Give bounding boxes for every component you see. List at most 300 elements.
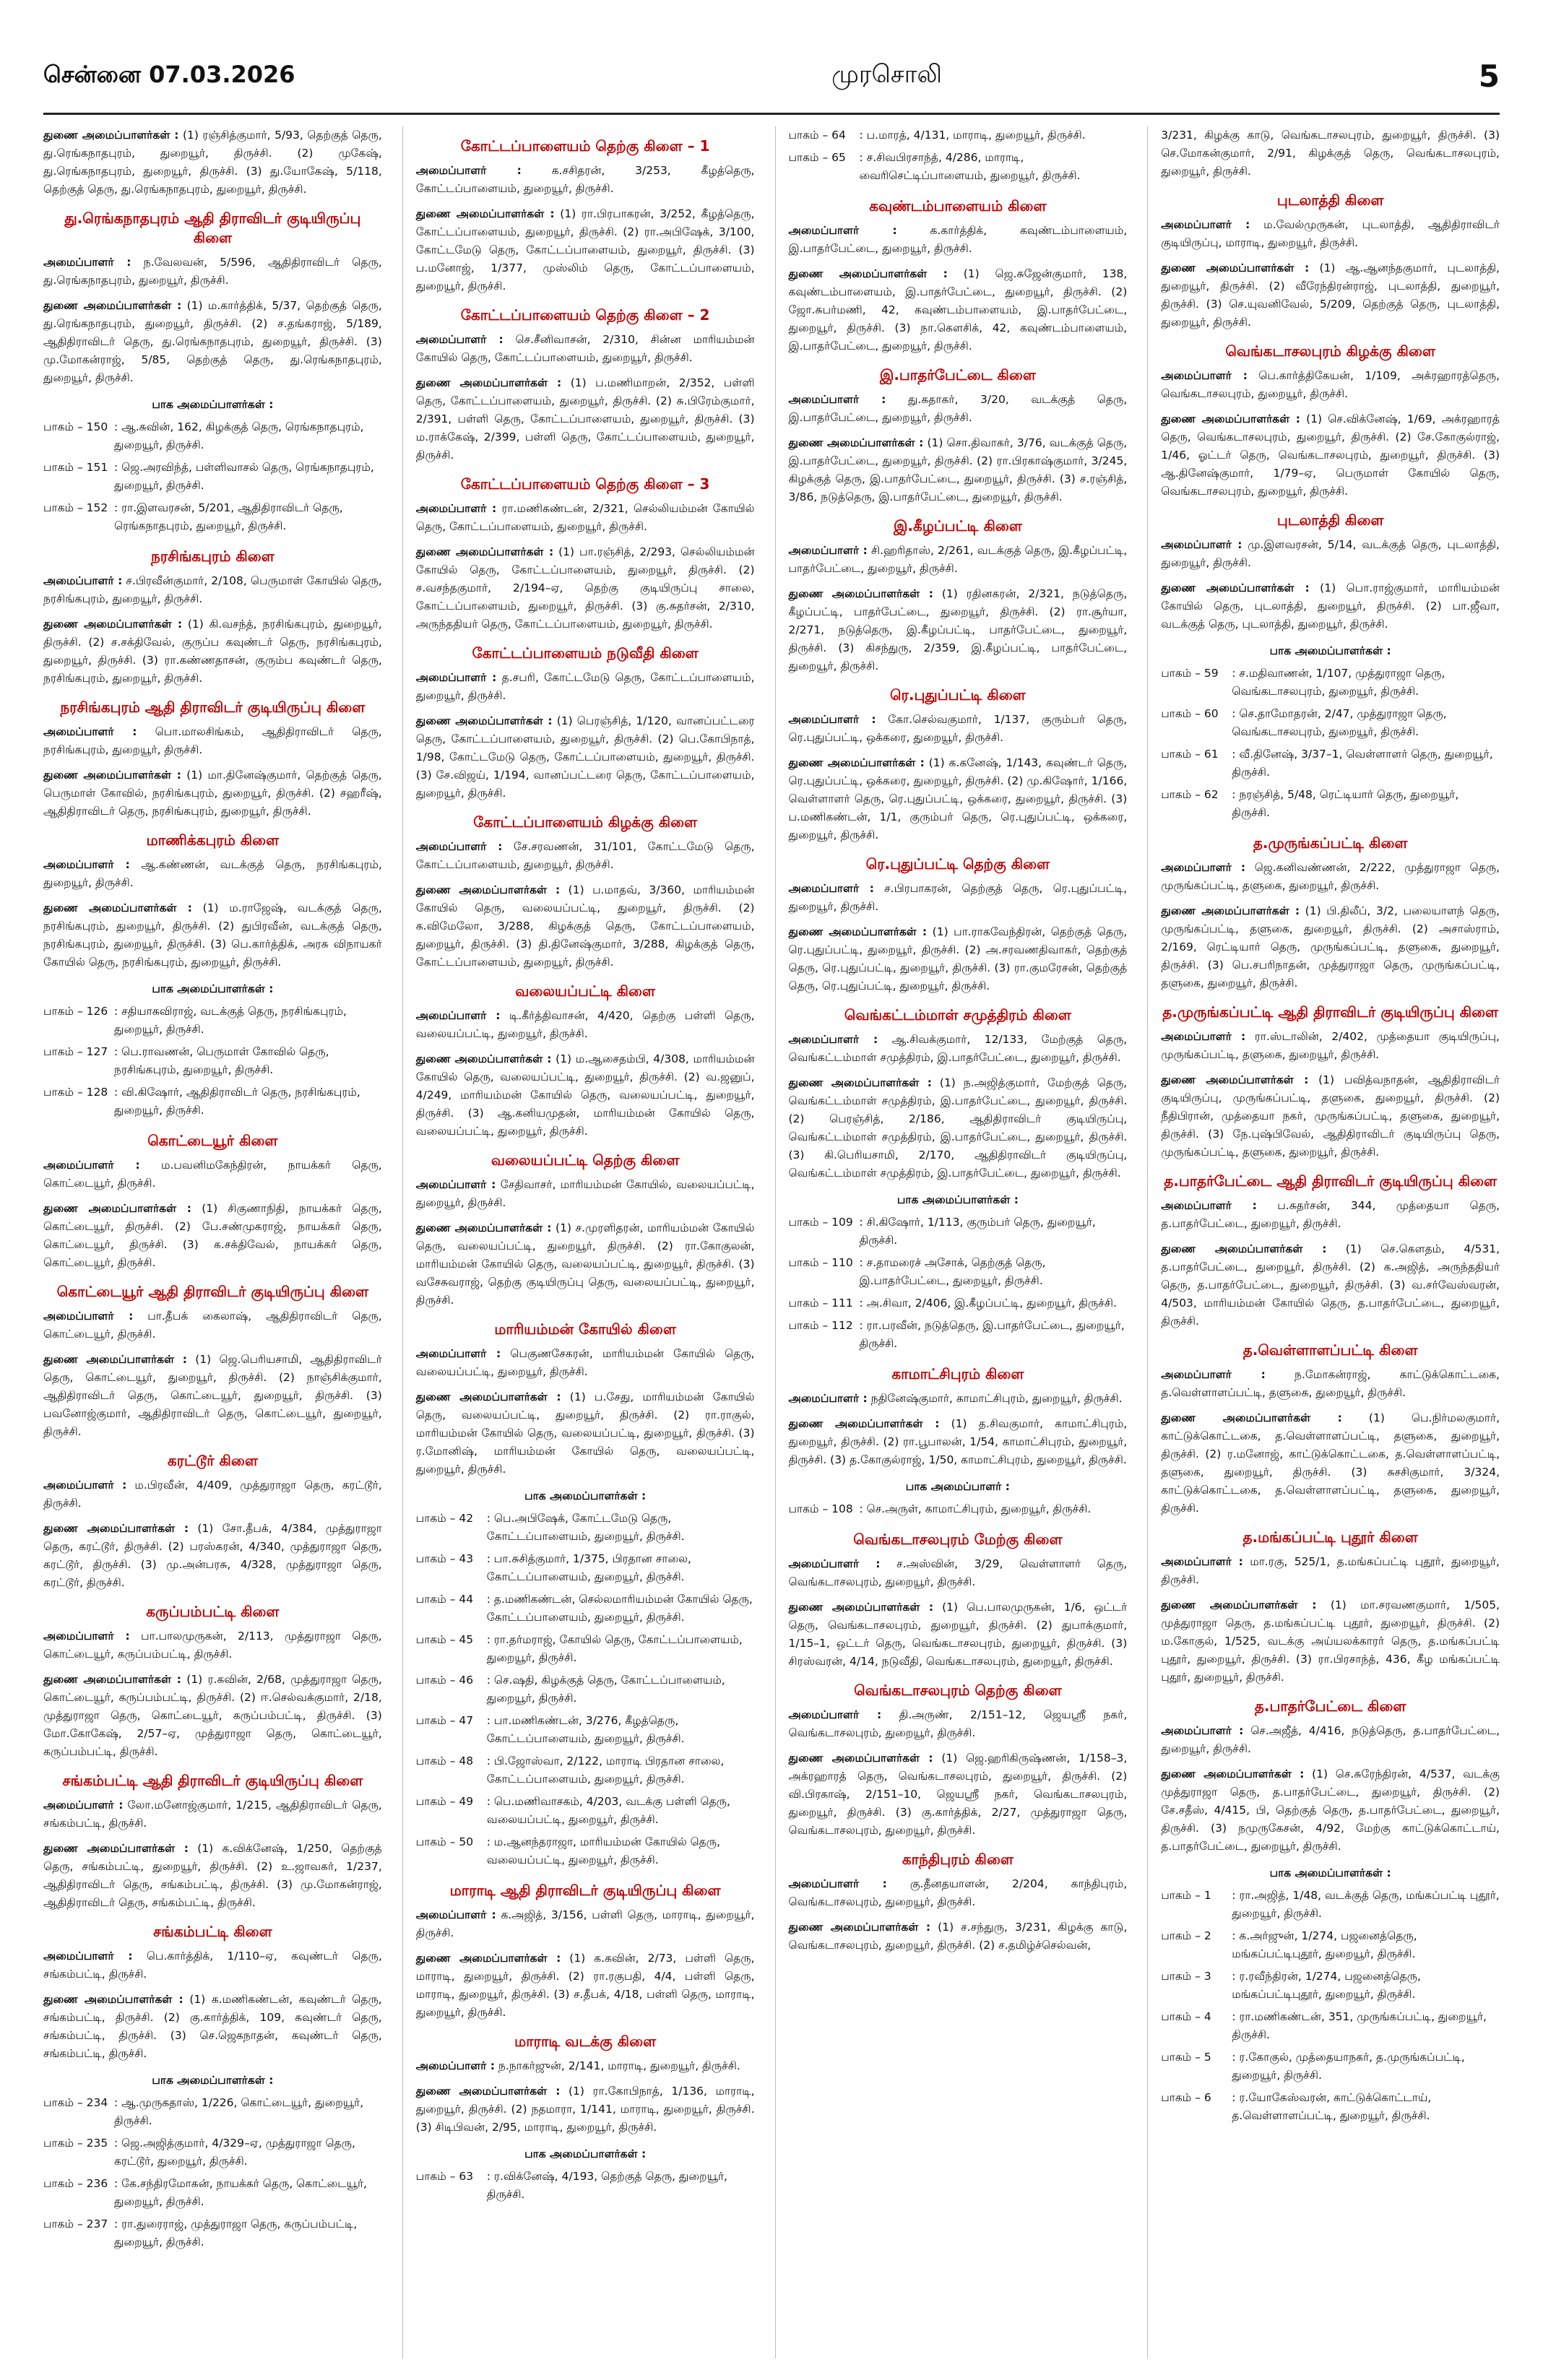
appointment-entry: [416, 500, 755, 536]
role-label: அமைப்பாளர் :: [43, 858, 130, 871]
appointment-entry: [416, 1906, 755, 1942]
booth-member: : ச.தாமரைச் அசோக், தெற்குத் தெரு, இ.பாதர்பேட்டை, துறையூர், திருச்சி.: [859, 1256, 1046, 1287]
appointment-entry: [416, 1345, 755, 1381]
booth-list-title: பாக அமைப்பாளர்கள் :: [1269, 644, 1391, 657]
role-label: துணை அமைப்பாளர்கள் :: [415, 376, 562, 389]
booth-row: [416, 1550, 755, 1586]
entry-text: (1) ஜெ.பெரியசாமி, ஆதிதிராவிடர் தெரு, கொட்டையூர், துறையூர், திருச்சி. (2) நாஞ்சிக்குமார், ஆதிதிராவிடர் தெரு, கொட்டையூர், துறையூர், திருச்சி. (3) பவனோஜ்குமார், ஆதிதிராவிடர் தெரு, கொட்டையூர், துறையூர், திருச்சி.: [43, 1353, 382, 1438]
booth-row: [43, 2215, 382, 2251]
entry-text: டி.கீர்த்திவாசன், 4/420, தெற்கு பள்ளி தெரு, வலையப்பட்டி, துறையூர், திருச்சி.: [415, 1009, 755, 1040]
entry-text: க.அஜித், 3/156, பள்ளி தெரு, மாராடி, துறையூர், திருச்சி.: [415, 1908, 755, 1939]
booth-member: : செ.ஷதி, கிழக்குத் தெரு, கோட்டப்பாளையம், துறையூர், திருச்சி.: [486, 1674, 725, 1705]
section-heading: மாரியம்மன் கோயில் கிளை: [494, 1320, 676, 1338]
appointment-entry: [416, 543, 755, 633]
section-heading: கருப்பம்பட்டி கிளை: [146, 1603, 280, 1620]
role-label: அமைப்பாளர் :: [788, 224, 897, 237]
role-label: துணை அமைப்பாளர்கள் :: [415, 1052, 552, 1065]
role-label: துணை அமைப்பாளர்கள் :: [415, 1952, 561, 1965]
appointment-entry: [416, 881, 755, 972]
booth-number: பாகம் – 110: [788, 1256, 853, 1269]
booth-list-title: பாக அமைப்பாளர்கள் :: [152, 982, 274, 995]
section-heading: கோட்டப்பாளையம் தெற்கு கிளை – 2: [460, 306, 710, 324]
appointment-entry: [43, 1947, 382, 1983]
booth-number: பாகம் – 237: [43, 2217, 108, 2230]
appointment-entry: [43, 572, 382, 608]
section-heading: இ.பாதர்பேட்டை கிளை: [879, 366, 1036, 384]
role-label: துணை அமைப்பாளர்கள் :: [43, 618, 183, 631]
booth-list-title: பாக அமைப்பாளர்கள் :: [524, 2147, 647, 2160]
booth-number: பாகம் – 46: [415, 1674, 474, 1687]
role-label: அமைப்பாளர் :: [43, 1630, 130, 1643]
booth-row: [1161, 1887, 1500, 1923]
entry-text: து.கதாகர், 3/20, வடக்குத் தெரு, இ.பாதர்பேட்டை, துறையூர், திருச்சி.: [788, 393, 1128, 424]
booth-member: : செ.அருள், காமாட்சிபுரம், துறையூர், திருச்சி.: [859, 1502, 1092, 1515]
booth-list: [43, 2072, 382, 2251]
booth-number: பாகம் – 152: [43, 501, 108, 514]
role-label: துணை அமைப்பாளர்கள் :: [43, 769, 181, 782]
entry-text: (1) கி.வசந்த், நரசிங்கபுரம், துறையூர், திருச்சி. (2) ச.சக்திவேல், குருப்ப கவுண்டர் தெரு, நரசிங்கபுரம், துறையூர், திருச்சி. (3) ரா.கண்ணதாசன், குரும்ப கவுண்டர் தெரு, நரசிங்கபுரம், துறையூர், திருச்சி.: [43, 618, 382, 685]
booth-number: பாகம் – 59: [1161, 667, 1219, 680]
appointment-entry: [43, 1351, 382, 1441]
booth-row: [43, 499, 382, 535]
appointment-entry: [1161, 1028, 1500, 1064]
booth-number: பாகம் – 108: [788, 1502, 853, 1515]
role-label: அமைப்பாளர் :: [1161, 861, 1246, 874]
booth-number: பாகம் – 127: [43, 1045, 108, 1058]
booth-list: [43, 980, 382, 1120]
appointment-entry: [789, 1555, 1128, 1591]
role-label: அமைப்பாளர் :: [1161, 1724, 1244, 1737]
appointment-entry: [1161, 1240, 1500, 1330]
booth-member: : க.அர்ஜுன், 1/274, பஜனைத்தெரு, மங்கப்பட்டிபுதூர், துறையூர், திருச்சி.: [1232, 1929, 1417, 1960]
appointment-entry: [1161, 126, 1500, 181]
role-label: துணை அமைப்பாளர்கள் :: [43, 299, 182, 312]
appointment-entry: [789, 1074, 1128, 1182]
booth-number: பாகம் – 234: [43, 2096, 108, 2109]
role-label: அமைப்பாளர் :: [415, 1009, 501, 1022]
masthead: [43, 51, 1500, 101]
booth-list: [1161, 1864, 1500, 2125]
booth-row: [1161, 1968, 1500, 2004]
booth-member: : ரா.துரைராஜ், முத்துராஜா தெரு, கருப்பம்பட்டி, துறையூர், திருச்சி.: [114, 2217, 358, 2249]
role-label: துணை அமைப்பாளர்கள் :: [415, 714, 553, 727]
appointment-entry: [1161, 216, 1500, 252]
appointment-entry: [1161, 1366, 1500, 1402]
appointment-entry: [1161, 536, 1500, 572]
role-label: அமைப்பாளர் :: [788, 1033, 878, 1046]
booth-number: பாகம் – 62: [1161, 788, 1219, 801]
booth-row: [789, 1500, 1128, 1518]
booth-member: : ச.மதிவாணன், 1/107, முத்துராஜா தெரு, வெங்கடாசலபுரம், துறையூர், திருச்சி.: [1232, 667, 1445, 698]
appointment-entry: [416, 1388, 755, 1479]
column-3: [775, 126, 1128, 2358]
role-label: அமைப்பாளர் :: [43, 1950, 133, 1963]
booth-number: பாகம் – 64: [788, 129, 846, 142]
appointment-entry: [789, 434, 1128, 506]
appointment-entry: [43, 1671, 382, 1761]
appointment-entry: [1161, 1765, 1500, 1856]
booth-member: : ஆ.முருகதாஸ், 1/226, கொட்டையூர், துறையூர், திருச்சி.: [114, 2096, 364, 2127]
entry-text: த.சபரி, கோட்டமேடு தெரு, கோட்டப்பாளையம், துறையூர், திருச்சி.: [415, 671, 755, 702]
booth-number: பாகம் – 235: [43, 2137, 108, 2150]
section-heading: வெங்கடாசலபுரம் தெற்கு கிளை: [854, 1682, 1062, 1699]
booth-number: பாகம் – 2: [1161, 1929, 1211, 1942]
entry-text: நதினேஷ்குமார், காமாட்சிபுரம், துறையூர், திருச்சி.: [870, 1392, 1123, 1405]
role-label: அமைப்பாளர் :: [788, 1392, 868, 1405]
booth-list-title: பாக அமைப்பாளர்கள் :: [896, 1193, 1019, 1206]
role-label: அமைப்பாளர் :: [1161, 538, 1242, 551]
role-label: அமைப்பாளர் :: [415, 1178, 496, 1191]
appointment-entry: [43, 254, 382, 290]
booth-row: [789, 1254, 1128, 1290]
appointment-entry: [43, 899, 382, 972]
role-label: அமைப்பாளர் :: [788, 713, 876, 726]
entry-text: (1) மா.தினேஷ்குமார், தெற்குத் தெரு, பெருமாள் கோவில், நரசிங்கபுரம், துறையூர், திருச்சி. (2) சஹரீஷ், ஆதிதிராவிடர் தெரு, நரசிங்கபுரம், துறையூர், திருச்சி.: [43, 769, 382, 818]
booth-member: : ச.சிவபிரசாந்த், 4/286, மாராடி, வைரிசெட்டிப்பாளையம், துறையூர், திருச்சி.: [859, 151, 1081, 182]
booth-number: பாகம் – 61: [1161, 748, 1219, 761]
role-label: துணை அமைப்பாளர்கள் :: [1161, 904, 1300, 917]
section-heading: த.முருங்கப்பட்டி ஆதி திராவிடர் குடியிருப்பு கிளை: [1162, 1003, 1499, 1021]
role-label: அமைப்பாளர் :: [1161, 1368, 1266, 1381]
booth-list-title: பாக அமைப்பாளர்கள் :: [152, 2074, 274, 2087]
role-label: அமைப்பாளர் :: [1161, 1555, 1243, 1568]
booth-member: : செ.தாமோதரன், 2/47, முத்துராஜா தெரு, வெங்கடாசலபுரம், துறையூர், திருச்சி.: [1232, 707, 1447, 738]
entry-text: கோ.செல்வகுமார், 1/137, குரும்பர் தெரு, ரெ.புதுப்பட்டி, ஒக்கரை, துறையூர், திருச்சி.: [788, 713, 1128, 744]
booth-number: பாகம் – 1: [1161, 1889, 1211, 1902]
section-heading: கரட்டூர் கிளை: [167, 1452, 258, 1469]
booth-row: [43, 1043, 382, 1079]
booth-row: [43, 1003, 382, 1039]
appointment-entry: [1161, 259, 1500, 332]
appointment-entry: [1161, 1722, 1500, 1758]
appointment-entry: [789, 754, 1128, 844]
booth-member: : ர.விக்னேஷ், 4/193, தெற்குத் தெரு, துறையூர், திருச்சி.: [486, 2170, 727, 2201]
role-label: அமைப்பாளர் :: [43, 574, 123, 587]
section-heading: கொட்டையூர் ஆதி திராவிடர் குடியிருப்பு கிளை: [56, 1283, 369, 1300]
section-heading: காமாட்சிபுரம் கிளை: [891, 1365, 1024, 1382]
role-label: துணை அமைப்பாளர்கள் :: [415, 207, 555, 220]
entry-text: ச.அஸ்வின், 3/29, வெள்ளாளர் தெரு, வெங்கடாசலபுரம், துறையூர், திருச்சி.: [788, 1557, 1128, 1588]
booth-row: [416, 1712, 755, 1748]
booth-row: [416, 1631, 755, 1667]
entry-text: ந.நாகர்ஜுன், 2/141, மாராடி, துறையூர், திருச்சி.: [498, 2059, 740, 2072]
booth-row: [1161, 786, 1500, 822]
appointment-entry: [416, 669, 755, 705]
role-label: அமைப்பாளர் :: [415, 671, 497, 684]
entry-text: (1) ப.சேது, மாரியம்மன் கோயில் தெரு, வலையப்பட்டி, துறையூர், திருச்சி. (2) ரா.ராகுல், மாரியம்மன் கோயில் தெரு, வலையப்பட்டி, துறையூர், திருச்சி. (3) ர.மோனிஷ், மாரியம்மன் கோயில் தெரு, வலையப்பட்டி, துறையூர், திருச்சி.: [415, 1390, 755, 1476]
booth-member: : ம.ஆனந்தராஜா, மாரியம்மன் கோயில் தெரு, வலையப்பட்டி, துறையூர், திருச்சி.: [486, 1835, 721, 1866]
appointment-entry: [416, 162, 755, 198]
role-label: துணை அமைப்பாளர்கள் :: [1161, 1411, 1342, 1424]
booth-number: பாகம் – 47: [415, 1714, 474, 1727]
appointment-entry: [416, 2082, 755, 2137]
appointment-entry: [789, 1918, 1128, 1955]
section-heading: து.ரெங்கநாதபுரம் ஆதி திராவிடர் குடியிருப்பு கிளை: [64, 209, 361, 246]
appointment-entry: [43, 1991, 382, 2063]
role-label: துணை அமைப்பாளர்கள் :: [788, 1076, 932, 1089]
role-label: அமைப்பாளர் :: [43, 725, 137, 738]
appointment-entry: [416, 1950, 755, 2022]
role-label: அமைப்பாளர் :: [1161, 369, 1248, 382]
booth-member: : வி.கிஷோர், ஆதிதிராவிடர் தெரு, நரசிங்கபுரம், துறையூர், திருச்சி.: [114, 1086, 360, 1117]
booth-number: பாகம் – 151: [43, 461, 108, 474]
appointment-entry: [416, 2057, 755, 2075]
appointment-entry: [789, 1875, 1128, 1911]
appointment-entry: [43, 766, 382, 821]
section-heading: கோட்டப்பாளையம் தெற்கு கிளை – 1: [460, 137, 710, 155]
entry-text: (1) ஆ.ஆனந்தகுமார், புடலாத்தி, துறையூர், திருச்சி. (2) வீரேந்திரன்ராஜ், புடலாத்தி, துறையூர், திருச்சி. (3) செ.யுவனிவேல், 5/209, தெற்குத் தெரு, புடலாத்தி, துறையூர், திருச்சி.: [1161, 261, 1500, 329]
booth-list-title: பாக அமைப்பாளர்கள் :: [524, 1489, 647, 1502]
entry-text: ம.பிரவீன், 4/409, முத்துராஜா தெரு, கரட்டூர், திருச்சி.: [43, 1479, 382, 1510]
entry-text: (1) க.கவின், 2/73, பள்ளி தெரு, மாராடி, துறையூர், திருச்சி. (2) ரா.ரகுபதி, 4/4, பள்ளி தெரு, மாராடி, துறையூர், திருச்சி. (3) ச.தீபக், 4/18, பள்ளி தெரு, மாராடி, துறையூர், திருச்சி.: [415, 1952, 755, 2019]
entry-text: செ.சீனிவாசன், 2/310, சின்ன மாரியம்மன் கோயில் தெரு, கோட்டப்பாளையம், துறையூர், திருச்சி.: [415, 333, 755, 364]
appointment-entry: [789, 585, 1128, 675]
booth-row: [789, 126, 1128, 144]
entry-text: (1) பெரஞ்சித், 1/120, வானப்பட்டரை தெரு, கோட்டப்பாளையம், துறையூர், திருச்சி. (2) பெ.கோபிநாத், 1/98, கோட்டமேடு தெரு, கோட்டப்பாளையம், துறையூர், திருச்சி. (3) சே.விஜய், 1/194, வானப்பட்டரை தெரு, கோட்டப்பாளையம், துறையூர், திருச்சி.: [415, 714, 755, 800]
appointment-entry: [43, 1156, 382, 1193]
section-heading: கோட்டப்பாளையம் கிழக்கு கிளை: [473, 813, 698, 831]
booth-number: பாகம் – 48: [415, 1754, 474, 1767]
booth-member: : பா.சுசித்குமார், 1/375, பிரதான சாலை, கோட்டப்பாளையம், துறையூர், திருச்சி.: [486, 1552, 691, 1583]
booth-member: : ர.ரவீந்திரன், 1/274, பஜனைத்தெரு, மங்கப்பட்டிபுதூர், துறையூர், திருச்சி.: [1232, 1970, 1421, 2001]
role-label: அமைப்பாளர் :: [43, 1310, 134, 1323]
section-heading: கோட்டப்பாளையம் நடுவீதி கிளை: [472, 644, 699, 662]
appointment-entry: [43, 1200, 382, 1272]
appointment-entry: [1161, 859, 1500, 895]
booth-row: [416, 1671, 755, 1708]
section-heading: வலையப்பட்டி தெற்கு கிளை: [490, 1151, 680, 1169]
role-label: துணை அமைப்பாளர்கள் :: [43, 1202, 191, 1215]
role-label: அமைப்பாளர் :: [415, 164, 522, 177]
booth-row: [43, 418, 382, 454]
appointment-entry: [789, 391, 1128, 427]
booth-number: பாகம் – 128: [43, 1086, 108, 1099]
role-label: துணை அமைப்பாளர்கள் :: [415, 2085, 561, 2098]
role-label: அமைப்பாளர் :: [788, 393, 886, 406]
appointment-entry: [416, 712, 755, 802]
appointment-entry: [416, 1176, 755, 1212]
role-label: துணை அமைப்பாளர்கள் :: [415, 545, 554, 558]
booth-member: : வீ.தினேஷ், 3/37–1, வெள்ளாளர் தெரு, துறையூர், திருச்சி.: [1232, 748, 1493, 779]
booth-row: [1161, 705, 1500, 741]
booth-number: பாகம் – 109: [788, 1216, 853, 1229]
role-label: துணை அமைப்பாளர்கள் :: [1161, 261, 1310, 274]
section-heading: மாணிக்கபுரம் கிளை: [146, 831, 280, 849]
appointment-entry: [789, 265, 1128, 355]
role-label: அமைப்பாளர் :: [1161, 1030, 1246, 1043]
appointment-entry: [43, 723, 382, 759]
role-label: அமைப்பாளர் :: [43, 1799, 124, 1812]
section-heading: த.பாதர்பேட்டை கிளை: [1254, 1697, 1406, 1715]
booth-number: பாகம் – 42: [415, 1512, 474, 1525]
booth-member: : ரா.இளவரசன், 5/201, ஆதிதிராவிடர் தெரு, ரெங்கநாதபுரம், துறையூர், திருச்சி.: [114, 501, 343, 532]
section-heading: சங்கம்பட்டி கிளை: [153, 1923, 272, 1940]
entry-text: (1) ர.கவின், 2/68, முத்துராஜா தெரு, கொட்டையூர், கருப்பம்பட்டி, திருச்சி. (2) ஈ.செல்வக்குமார், 2/18, முத்துராஜா தெரு, கொட்டையூர், கருப்பம்பட்டி, திருச்சி. (3) மோ.கோகேஷ், 2/57–ஏ, முத்துராஜா தெரு, கொட்டையூர், கருப்பம்பட்டி, திருச்சி.: [43, 1673, 382, 1758]
booth-number: பாகம் – 60: [1161, 707, 1219, 720]
entry-text: (1) பெ.நிர்மலகுமார், காட்டுக்கொட்டகை, த.வெள்ளாளப்பட்டி, தளுகை, துறையூர், திருச்சி. (2) ர.மனோஜ், காட்டுக்கொட்டகை, த.வெள்ளாளப்பட்டி, தளுகை, துறையூர், திருச்சி. (3) சுசசிகுமார், 3/324, காட்டுக்கொட்டகை, த.வெள்ளாளப்பட்டி, தளுகை, துறையூர், திருச்சி.: [1161, 1411, 1500, 1515]
booth-member: : சி.கிஷோர், 1/113, குரும்பர் தெரு, துறையூர், திருச்சி.: [859, 1216, 1096, 1247]
entry-text: (1) சொ.திவாகர், 3/76, வடக்குத் தெரு, இ.பாதர்பேட்டை, துறையூர், திருச்சி. (2) ரா.பிரகாஷ்குமார், 3/245, கிழக்குத் தெரு, இ.பாதர்பேட்டை, துறையூர், திருச்சி. (3) ச.ரஞ்சித், 3/86, நடுத்தெரு, இ.பாதர்பேட்டை, துறையூர், திருச்சி.: [788, 436, 1128, 503]
booth-list: [1161, 642, 1500, 822]
booth-row: [1161, 745, 1500, 782]
role-label: அமைப்பாளர் :: [43, 1479, 127, 1492]
appointment-entry: [43, 615, 382, 688]
role-label: துணை அமைப்பாளர்கள் :: [1161, 1242, 1327, 1255]
entry-text: ஆ.சிவக்குமார், 12/133, மேற்குத் தெரு, வெங்கட்டம்மாள் சமுத்திரம், இ.பாதர்பேட்டை, துறையூர், திருச்சி.: [788, 1033, 1128, 1064]
booth-number: பாகம் – 6: [1161, 2091, 1211, 2104]
entry-text: சே.சரவணன், 31/101, கோட்டமேடு தெரு, கோட்டப்பாளையம், துறையூர், திருச்சி.: [415, 840, 755, 871]
entry-text: (1) பொ.ராஜ்குமார், மாரியம்மன் கோயில் தெரு, புடலாத்தி, துறையூர், திருச்சி. (2) பா.ஜீவா, வடக்குத் தெரு, புடலாத்தி, துறையூர், திருச்சி.: [1161, 581, 1500, 631]
appointment-entry: [43, 1796, 382, 1832]
entry-text: சேதிவாசர், மாரியம்மன் கோயில், வலையப்பட்டி, துறையூர், திருச்சி.: [415, 1178, 755, 1209]
entry-text: (1) ம.கார்த்திக், 5/37, தெற்குத் தெரு, து.ரெங்கநாதபுரம், துறையூர், திருச்சி. (2) ச.தங்கராஜ், 5/189, ஆதிதிராவிடர் தெரு, து.ரெங்கநாதபுரம், துறையூர், திருச்சி. (3) மு.மோகன்ராஜ், 5/85, தெற்குத் தெரு, து.ரெங்கநாதபுரம், துறையூர், திருச்சி.: [43, 299, 382, 384]
appointment-entry: [416, 1050, 755, 1141]
entry-text: மா.ரகு, 525/1, த.மங்கப்பட்டி புதூர், துறையூர், திருச்சி.: [1161, 1555, 1500, 1586]
role-label: துணை அமைப்பாளர்கள் :: [43, 129, 179, 142]
booth-number: பாகம் – 44: [415, 1593, 474, 1606]
booth-row: [1161, 2048, 1500, 2085]
edition-date: சென்னை 07.03.2026: [43, 61, 295, 88]
booth-member: : கே.சந்திரமோகன், நாயக்கர் தெரு, கொட்டையூர், துறையூர், திருச்சி.: [114, 2177, 367, 2208]
booth-member: : ஆ.சுவின், 162, கிழக்குத் தெரு, ரெங்கநாதபுரம், துறையூர், திருச்சி.: [114, 420, 364, 451]
role-label: அமைப்பாளர் :: [43, 256, 131, 269]
role-label: அமைப்பாளர் :: [415, 333, 503, 346]
entry-text: செ.அஜீத், 4/416, நடுத்தெரு, த.பாதர்பேட்டை, துறையூர், திருச்சி.: [1161, 1724, 1500, 1755]
booth-row: [43, 459, 382, 495]
role-label: துணை அமைப்பாளர்கள் :: [1161, 412, 1300, 425]
section-heading: த.மங்கப்பட்டி புதூர் கிளை: [1242, 1528, 1418, 1546]
section-heading: வெங்கடாசலபுரம் மேற்கு கிளை: [853, 1531, 1063, 1548]
booth-row: [416, 1591, 755, 1627]
entry-text: (1) ப.மணிமாறன், 2/352, பள்ளி தெரு, கோட்டப்பாளையம், துறையூர், திருச்சி. (2) சு.பிரேம்குமார், 2/391, பள்ளி தெரு, கோட்டப்பாளையம், துறையூர், திருச்சி. (3) ம.ராக்கேஷ், 2/399, பள்ளி தெரு, கோட்டப்பாளையம், துறையூர், திருச்சி.: [415, 376, 755, 462]
section-heading: ரெ.புதுப்பட்டி கிளை: [890, 686, 1026, 704]
entry-text: ஜெ.கனிவண்ணன், 2/222, முத்துராஜா தெரு, முருங்கப்பட்டி, தளுகை, துறையூர், திருச்சி.: [1161, 861, 1500, 892]
role-label: துணை அமைப்பாளர்கள் :: [43, 901, 192, 914]
entry-text: (1) ரதினகரன், 2/321, நடுத்தெரு, கீழப்பட்டி, பாதர்பேட்டை, துறையூர், திருச்சி. (2) ரா.சூர்யா, 2/271, நடுத்தெரு, இ.கீழப்பட்டி, பாதர்பேட்டை, துறையூர், திருச்சி. (3) கிசந்துரு, 2/359, இ.கீழப்பட்டி, பாதர்பேட்டை, துறையூர், திருச்சி.: [788, 587, 1128, 672]
role-label: துணை அமைப்பாளர்கள் :: [788, 1417, 940, 1430]
booth-number: பாகம் – 3: [1161, 1970, 1211, 1983]
entry-text: க.சசிதரன், 3/253, கீழத்தெரு, கோட்டப்பாளையம், துறையூர், திருச்சி.: [415, 164, 755, 195]
role-label: துணை அமைப்பாளர்கள் :: [788, 1601, 934, 1614]
appointment-entry: [789, 1749, 1128, 1840]
appointment-entry: [43, 1307, 382, 1343]
role-label: துணை அமைப்பாளர்கள் :: [788, 587, 933, 600]
section-heading: த.வெள்ளாளப்பட்டி கிளை: [1242, 1341, 1418, 1359]
booth-number: பாகம் – 63: [415, 2170, 474, 2183]
entry-text: (1) க.கனேஷ், 1/143, கவுண்டர் தெரு, ரெ.புதுப்பட்டி, ஒக்கரை, துறையூர், திருச்சி. (2) மு.கிஷோர், 1/166, வெள்ளாளர் தெரு, ரெ.புதுப்பட்டி, ஒக்கரை, துறையூர், திருச்சி. (3) ப.மணிகண்டன், 1/1, குரும்பர் தெரு, ரெ.புதுப்பட்டி, ஒக்கரை, துறையூர், திருச்சி.: [788, 756, 1128, 841]
section-heading: புடலாத்தி கிளை: [1276, 191, 1384, 209]
booth-row: [416, 1510, 755, 1546]
appointment-entry: [789, 1415, 1128, 1469]
role-label: அமைப்பாளர் :: [788, 882, 874, 895]
appointment-entry: [416, 374, 755, 464]
role-label: துணை அமைப்பாளர்கள் :: [788, 756, 925, 769]
entry-text: (1) பி.திலீப், 3/2, பலையாளந் தெரு, முருங்கப்பட்டி, தளுகை, துறையூர், திருச்சி. (2) அசாஸ்ராம், 2/169, ரெட்டியார் தெரு, முருங்கப்பட்டி, தளுகை, துறையூர், திருச்சி. (3) பெ.சபரிநாதன், முத்துராஜா தெரு, முருங்கப்பட்டி, தளுகை, துறையூர், திருச்சி.: [1161, 904, 1500, 990]
newspaper-name: முரசொலி: [831, 60, 943, 89]
appointment-entry: [43, 1840, 382, 1912]
role-label: அமைப்பாளர் :: [1161, 218, 1250, 231]
entry-text: சி.ஹரிதாஸ், 2/261, வடக்குத் தெரு, இ.கீழப்பட்டி, பாதர்பேட்டை, துறையூர், திருச்சி.: [788, 544, 1128, 575]
entry-text: (1) சோ.தீபக், 4/384, முத்துராஜா தெரு, கரட்டூர், திருச்சி. (2) பரஸ்கரன், 4/340, முத்துராஜா தெரு, கரட்டூர், திருச்சி. (3) மு.அன்பரசு, 4/328, முத்துராஜா தெரு, கரட்டூர், திருச்சி.: [43, 1522, 382, 1589]
entry-text: (1) பவித்வநாதன், ஆதிதிராவிடர் குடியிருப்பு, முருங்கப்பட்டி, தளுகை, துறையூர், திருச்சி. (2) நீதிபிரான், முத்தையா நகர், முருங்கப்பட்டி, தளுகை, துறையூர், திருச்சி. (3) நே.புஷ்பிவேல், ஆதிதிராவிடர் குடியிருப்பு தெரு, முருங்கப்பட்டி, தளுகை, துறையூர், திருச்சி.: [1161, 1073, 1500, 1159]
booth-list-title: பாக அமைப்பாளர் :: [905, 1480, 1010, 1493]
appointment-entry: [1161, 1071, 1500, 1161]
section-heading: கொட்டையூர் கிளை: [147, 1132, 278, 1149]
role-label: அமைப்பாளர் :: [788, 1708, 882, 1721]
role-label: அமைப்பாளர் :: [43, 1159, 140, 1172]
section-heading: மாராடி வடக்கு கிளை: [514, 2033, 657, 2050]
appointment-entry: [789, 1706, 1128, 1742]
appointment-entry: [789, 880, 1128, 916]
appointment-entry: [43, 297, 382, 387]
role-label: துணை அமைப்பாளர்கள் :: [788, 1921, 931, 1934]
role-label: அமைப்பாளர் :: [788, 544, 868, 557]
appointment-entry: [43, 1476, 382, 1513]
role-label: துணை அமைப்பாளர்கள் :: [1161, 1073, 1309, 1086]
entry-text: (1) க.மணிகண்டன், கவுண்டர் தெரு, சங்கம்பட்டி, திருச்சி. (2) கு.கார்த்திக், 109, கவுண்டர் தெரு, சங்கம்பட்டி, திருச்சி. (3) செ.ஜெகநாதன், கவுண்டர் தெரு, சங்கம்பட்டி, திருச்சி.: [43, 1993, 382, 2060]
booth-number: பாகம் – 5: [1161, 2051, 1211, 2064]
entry-text: (1) ம.ஆசைதம்பி, 4/308, மாரியம்மன் கோயில் தெரு, வலையப்பட்டி, துறையூர், திருச்சி. (2) வ.ஜனுப், 4/249, மாரியம்மன் கோயில் தெரு, வலையப்பட்டி, துறையூர், திருச்சி. (3) ஆ.கனியமுதன், மாரியம்மன் கோயில் தெரு, வலையப்பட்டி, துறையூர், திருச்சி.: [415, 1052, 755, 1138]
section-heading: வெங்கடாசலபுரம் கிழக்கு கிளை: [1225, 342, 1435, 360]
entry-text: (1) ஜெ.ஹரிகிருஷ்ணன், 1/158–3, அக்ரஹாரத் தெரு, வெங்கடாசலபுரம், துறையூர், திருச்சி. (2) வி.பிரகாஷ், 2/151–10, ஜெயஸ்ரீ நகர், வெங்கடாசலபுரம், துறையூர், திருச்சி. (3) கு.கார்த்திக், 2/27, முத்துராஜா தெரு, வெங்கடாசலபுரம், துறையூர், திருச்சி.: [788, 1752, 1128, 1837]
entry-text: 3/231, கிழக்கு காடு, வெங்கடாசலபுரம், துறையூர், திருச்சி. (3) செ.மோகன்குமார், 2/91, கிழக்குத் தெரு, வெங்கடாசலபுரம், துறையூர், திருச்சி.: [1161, 129, 1500, 178]
entry-text: (1) செ.சுரேந்திரன், 4/537, வடக்கு முத்துராஜா தெரு, த.பாதர்பேட்டை, துறையூர், திருச்சி. (2) சே.சதீஸ், 4/415, பி, தெற்குத் தெரு, த.பாதர்பேட்டை, துறையூர், திருச்சி. (3) நமுருகேசன், 4/92, மேற்கு காட்டுக்கொட்டாய், த.பாதர்பேட்டை, துறையூர், திருச்சி.: [1161, 1767, 1500, 1853]
appointment-entry: [1161, 1197, 1500, 1233]
entry-text: ம.வேல்முருகன், புடலாத்தி, ஆதிதிராவிடர் குடியிருப்பு, மாராடி, துறையூர், திருச்சி.: [1161, 218, 1500, 249]
role-label: அமைப்பாளர் :: [415, 840, 503, 853]
entry-text: ச.பிரபாகரன், தெற்குத் தெரு, ரெ.புதுப்பட்டி, துறையூர், திருச்சி.: [788, 882, 1128, 913]
booth-list: [416, 1487, 755, 1869]
entry-text: ந.மோகன்ராஜ், காட்டுக்கொட்டகை, த.வெள்ளாளப்பட்டி, தளுகை, துறையூர், திருச்சி.: [1161, 1368, 1500, 1399]
section-heading: கவுண்டம்பாளையம் கிளை: [869, 197, 1047, 215]
column-4: [1147, 126, 1500, 2358]
appointment-entry: [789, 711, 1128, 747]
appointment-entry: [43, 856, 382, 892]
role-label: துணை அமைப்பாளர்கள் :: [415, 1221, 552, 1234]
entry-text: (1) பா.ராகவேந்திரன், தெற்குத் தெரு, ரெ.புதுப்பட்டி, துறையூர், திருச்சி. (2) அ.சரவணதிவாகர், தெற்குத் தெரு, ரெ.புதுப்பட்டி, துறையூர், திருச்சி. (3) ரா.குமரேசன், தெற்குத் தெரு, ரெ.புதுப்பட்டி, துறையூர், திருச்சி.: [788, 925, 1128, 992]
entry-text: ந.வேலவன், 5/596, ஆதிதிராவிடர் தெரு, து.ரெங்கநாதபுரம், துறையூர், திருச்சி.: [43, 256, 382, 287]
entry-text: பெகுணசேகரன், மாரியம்மன் கோயில் தெரு, வலையப்பட்டி, துறையூர், திருச்சி.: [415, 1347, 755, 1378]
booth-row: [43, 1083, 382, 1120]
appointment-entry: [43, 1627, 382, 1663]
role-label: துணை அமைப்பாளர்கள் :: [43, 1522, 189, 1535]
role-label: துணை அமைப்பாளர்கள் :: [43, 1353, 187, 1366]
entry-text: ஆ.கண்ணன், வடக்குத் தெரு, நரசிங்கபுரம், துறையூர், திருச்சி.: [43, 858, 382, 889]
booth-list-title: பாக அமைப்பாளர்கள் :: [1269, 1866, 1391, 1879]
role-label: துணை அமைப்பாளர்கள் :: [1161, 1767, 1305, 1780]
booth-row: [43, 2175, 382, 2211]
booth-row: [43, 2094, 382, 2130]
appointment-entry: [789, 222, 1128, 258]
role-label: துணை அமைப்பாளர்கள் :: [788, 436, 924, 449]
section-heading: காந்திபுரம் கிளை: [902, 1851, 1013, 1868]
section-heading: நரசிங்கபுரம் ஆதி திராவிடர் குடியிருப்பு கிளை: [60, 698, 366, 716]
section-heading: ரெ.புதுப்பட்டி தெற்கு கிளை: [865, 855, 1050, 873]
booth-row: [1161, 665, 1500, 701]
booth-list: [789, 1478, 1128, 1518]
role-label: துணை அமைப்பாளர்கள் :: [1161, 581, 1310, 594]
booth-number: பாகம் – 236: [43, 2177, 108, 2190]
entry-text: (1) க.விக்னேஷ், 1/250, தெற்குத் தெரு, சங்கம்பட்டி, துறையூர், திருச்சி. (2) உ.ஜாவகர், 1/237, ஆதிதிராவிடர் தெரு, சங்கம்பட்டி, திருச்சி. (3) மு.மோகன்ராஜ், ஆதிதிராவிடர் தெரு, சங்கம்பட்டி, திருச்சி.: [43, 1842, 382, 1909]
entry-text: பொ.மாலசிங்கம், ஆதிதிராவிடர் தெரு, நரசிங்கபுரம், துறையூர், திருச்சி.: [43, 725, 382, 756]
entry-text: லோ.மனோஜ்குமார், 1/215, ஆதிதிராவிடர் தெரு, சங்கம்பட்டி, திருச்சி.: [43, 1799, 382, 1830]
booth-member: : பெ.அபிஷேக், கோட்டமேடு தெரு, கோட்டப்பாளையம், துறையூர், திருச்சி.: [486, 1512, 685, 1543]
appointment-entry: [1161, 579, 1500, 633]
entry-text: பெ.கார்த்திக், 1/110–ஏ, கவுண்டர் தெரு, சங்கம்பட்டி, திருச்சி.: [43, 1950, 382, 1981]
role-label: அமைப்பாளர் :: [788, 1877, 887, 1890]
entry-text: ரா.ஸ்டாலின், 2/402, முத்தையா குடியிருப்பு, முருங்கப்பட்டி, தளுகை, துறையூர், திருச்சி.: [1161, 1030, 1500, 1061]
role-label: துணை அமைப்பாளர்கள் :: [43, 1993, 183, 2006]
